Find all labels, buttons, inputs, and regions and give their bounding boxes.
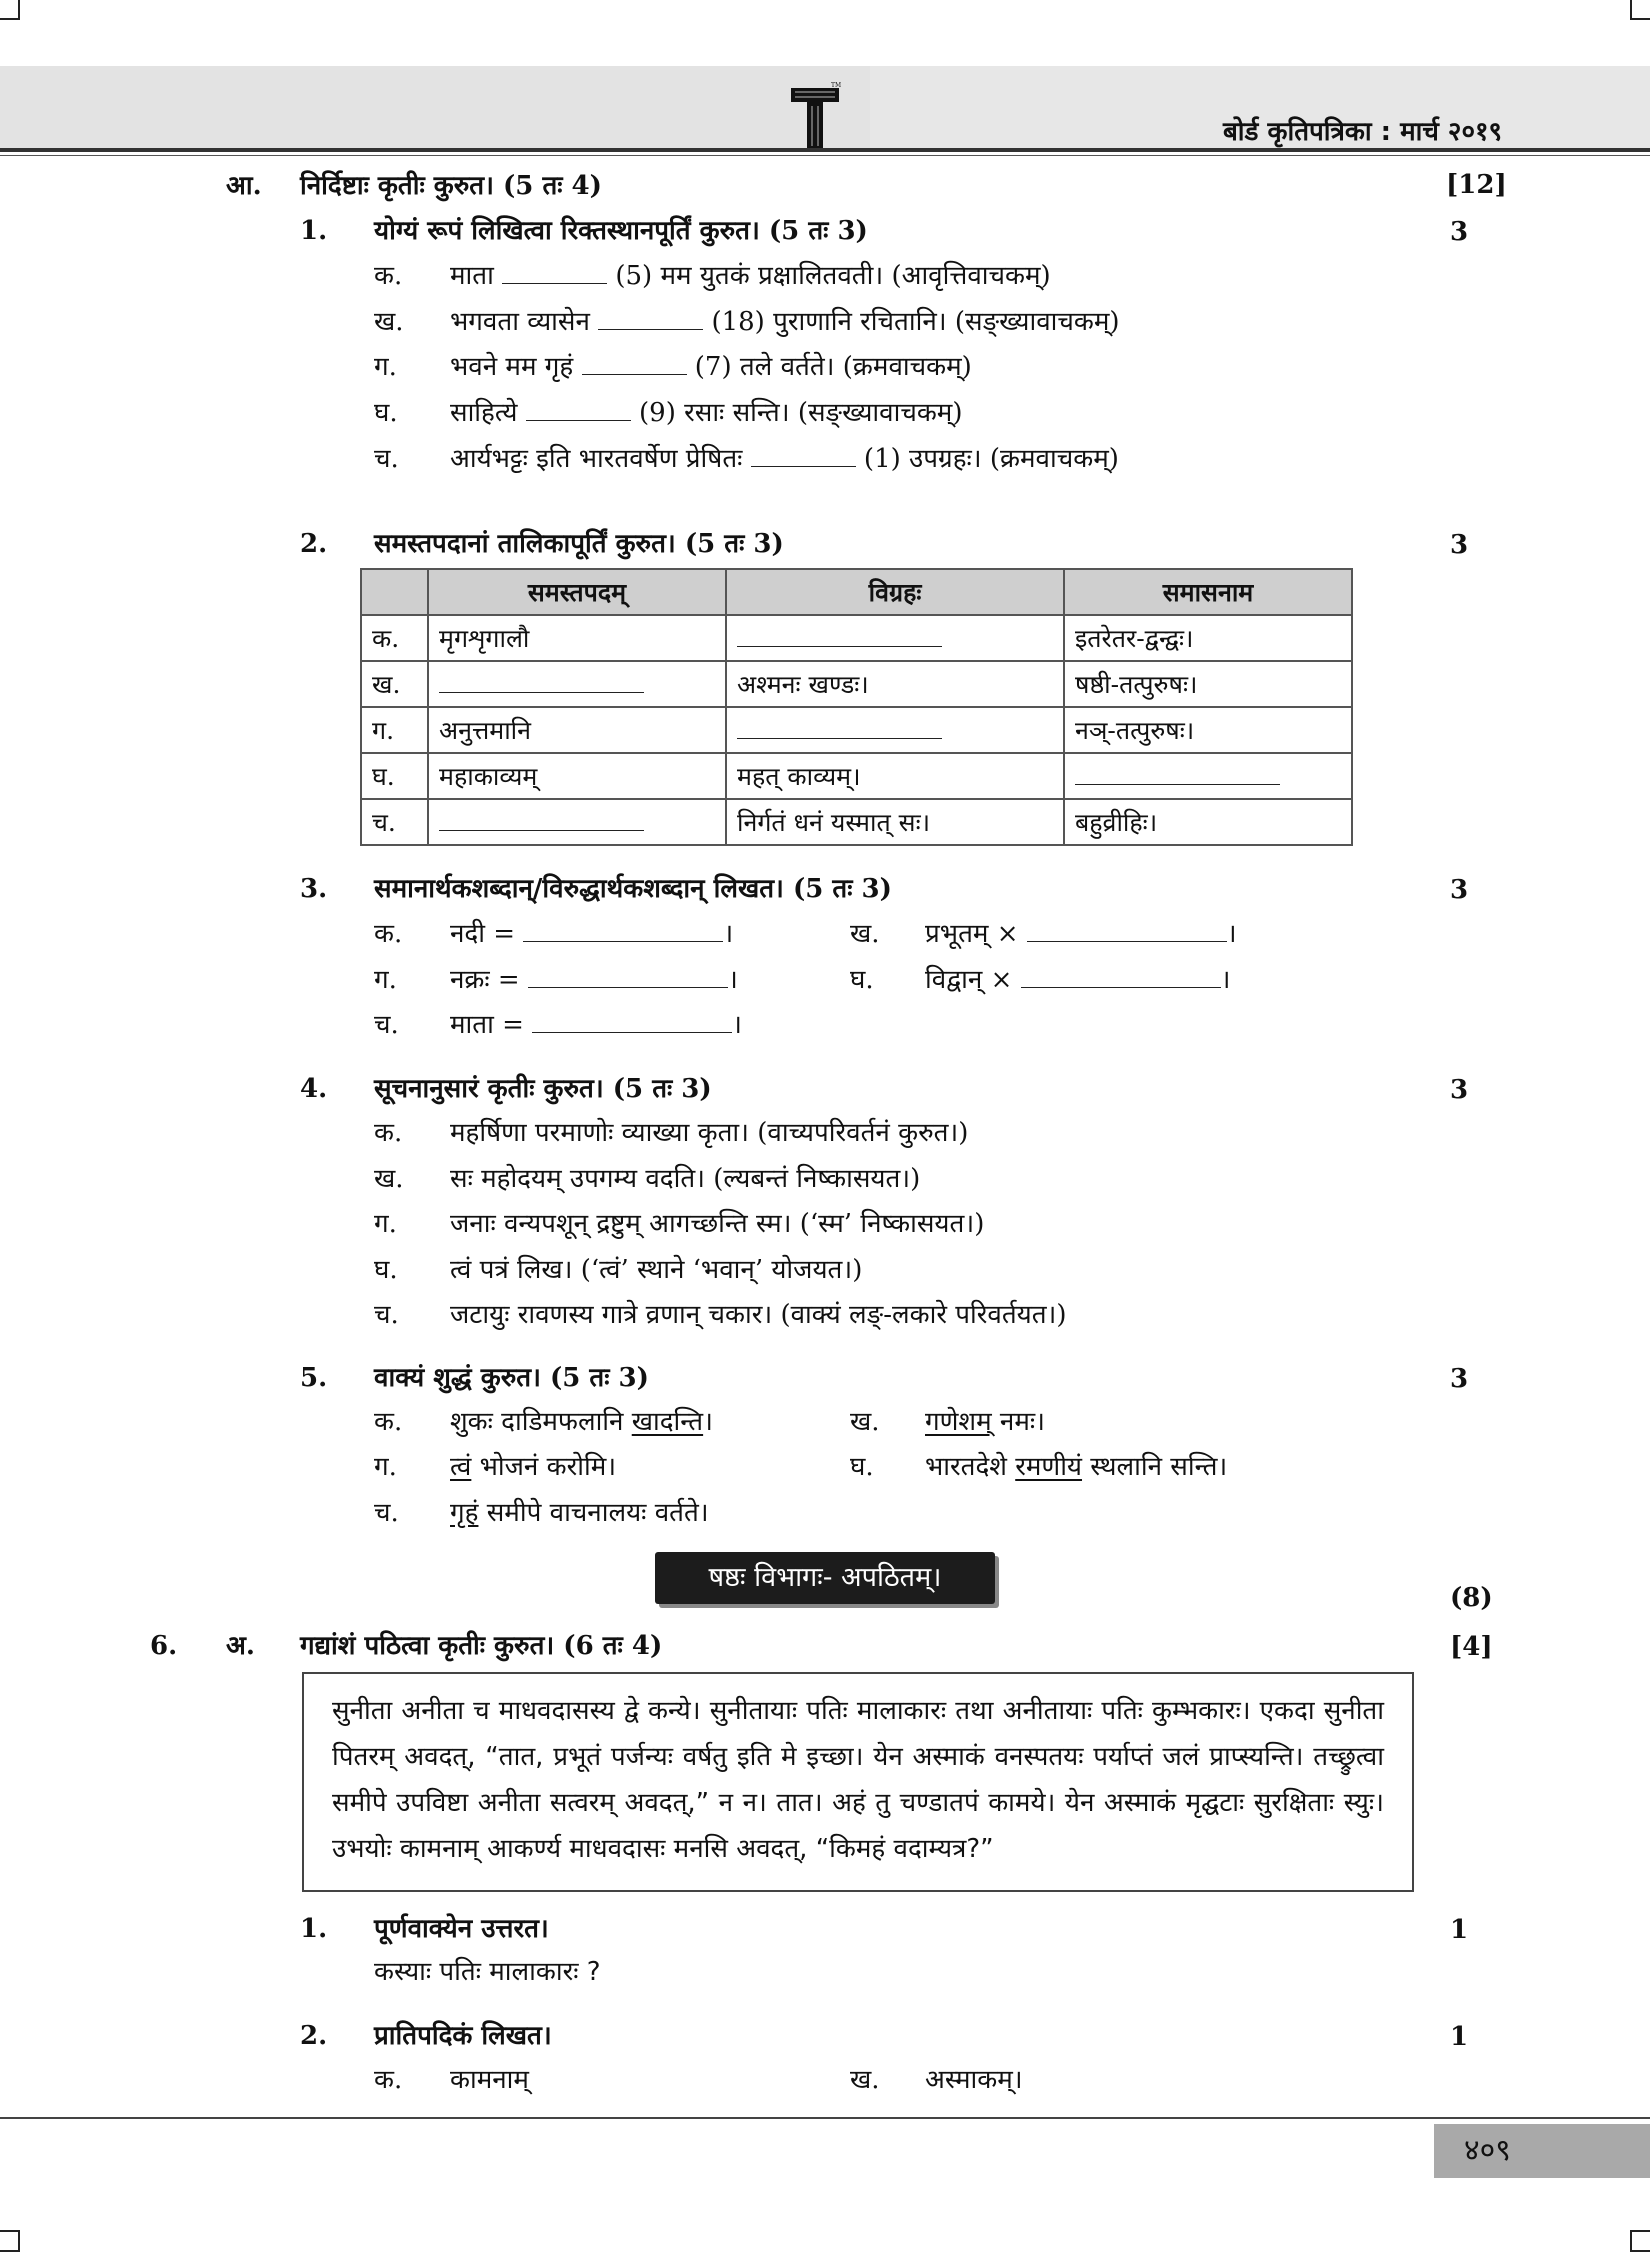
item-label: ग.: [374, 352, 397, 382]
row-label: च.: [361, 799, 428, 845]
danda: ।: [1220, 965, 1231, 995]
question-heading: समानार्थकशब्दान्/विरुद्धार्थकशब्दान् लिखत। (5 तः 3): [374, 874, 892, 904]
word-item: [450, 918, 733, 950]
answer-blank: [737, 716, 942, 739]
item-text: (7) तले वर्तते। (क्रमवाचकम्): [694, 352, 972, 382]
question-heading: प्रातिपदिकं लिखत।: [374, 2021, 552, 2051]
item-text: जटायुः रावणस्य गात्रे व्रणान् चकार। (वाक्यं लङ्-लकारे परिवर्तयत।): [450, 1300, 1067, 1330]
item-label: ख.: [374, 1164, 404, 1194]
table-cell: [428, 661, 726, 707]
underlined-word: गृहं: [450, 1498, 479, 1528]
danda: ।: [732, 1010, 743, 1040]
item-label: च.: [374, 1300, 399, 1330]
item-text: आर्यभट्टः इति भारतवर्षेण प्रेषितः: [450, 444, 743, 474]
table-cell: [428, 799, 726, 845]
danda: ।: [1226, 919, 1237, 949]
answer-blank: [1075, 762, 1280, 785]
footer-rule: [0, 2117, 1650, 2119]
correction-item: [450, 1497, 709, 1529]
table-header-cell: समासनाम: [1064, 569, 1352, 615]
table-cell: [1064, 753, 1352, 799]
answer-blank: [1021, 965, 1221, 988]
table-row: [361, 615, 1352, 661]
page-number: ४०९: [1434, 2124, 1650, 2178]
underlined-word: रमणीयं: [1015, 1452, 1083, 1482]
item-label: च.: [374, 1498, 399, 1528]
item-label: क.: [374, 261, 403, 291]
item-text: साहित्ये: [450, 398, 518, 428]
question-marks: 1: [1450, 1915, 1469, 1945]
answer-blank: [532, 1010, 732, 1033]
table-header-cell: विग्रहः: [726, 569, 1064, 615]
table-cell: [726, 707, 1064, 753]
answer-blank: [737, 624, 942, 647]
question-marks: [4]: [1450, 1632, 1493, 1662]
svg-text:TM: TM: [831, 82, 841, 89]
question-heading: सूचनानुसारं कृतीः कुरुत। (5 तः 3): [374, 1074, 712, 1104]
answer-blank: [1027, 919, 1227, 942]
question-marks: 3: [1450, 1364, 1469, 1394]
item-text: त्वं पत्रं लिख। (‘त्वं’ स्थाने ‘भवान्’ योजयत।): [450, 1255, 863, 1285]
section-banner: षष्ठः विभागः- अपठितम्।: [655, 1552, 995, 1604]
table-cell: षष्ठी-तत्पुरुषः।: [1064, 661, 1352, 707]
fill-blank-item: [450, 443, 1119, 475]
section-label: आ.: [226, 171, 262, 201]
item-text: भारतदेशे: [925, 1452, 1016, 1482]
underlined-word: खादन्ति: [631, 1407, 704, 1437]
item-label: ख.: [374, 307, 404, 337]
table-cell: बहुव्रीहिः।: [1064, 799, 1352, 845]
table-cell: नञ्-तत्पुरुषः।: [1064, 707, 1352, 753]
table-cell: महाकाव्यम्: [428, 753, 726, 799]
header-rule: [0, 155, 1650, 156]
danda: ।: [727, 965, 738, 995]
answer-blank: [439, 670, 644, 693]
word-item: [925, 918, 1237, 950]
question-number: 3.: [300, 874, 328, 904]
item-label: क.: [374, 919, 403, 949]
question-marks: 3: [1450, 1075, 1469, 1105]
item-label: घ.: [850, 965, 874, 995]
table-row: [361, 661, 1352, 707]
table-cell: निर्गतं धनं यस्मात् सः।: [726, 799, 1064, 845]
item-text: भोजनं करोमि।: [471, 1452, 617, 1482]
section-marks: [12]: [1446, 170, 1507, 200]
item-label: ख.: [850, 1407, 880, 1437]
fill-blank-item: [450, 351, 972, 383]
relation-sign: ×: [996, 919, 1019, 949]
item-label: घ.: [374, 1255, 398, 1285]
item-text: (9) रसाः सन्ति। (सङ्ख्यावाचकम्): [639, 398, 963, 428]
fill-blank-item: [450, 306, 1120, 338]
section-heading: निर्दिष्टाः कृतीः कुरुत। (5 तः 4): [300, 171, 602, 201]
question-text: कस्याः पतिः मालाकारः ?: [374, 1957, 601, 1987]
row-label: ख.: [361, 661, 428, 707]
row-label: ग.: [361, 707, 428, 753]
item-label: ग.: [374, 965, 397, 995]
item-word: विद्वान्: [925, 965, 983, 995]
table-cell: अश्मनः खण्डः।: [726, 661, 1064, 707]
item-text: नमः।: [991, 1407, 1046, 1437]
table-header-cell: [361, 569, 428, 615]
question-heading: पूर्णवाक्येन उत्तरत।: [374, 1914, 549, 1944]
table-row: [361, 707, 1352, 753]
relation-sign: ×: [990, 965, 1013, 995]
item-word: प्रभूतम्: [925, 919, 989, 949]
registration-mark: [1630, 0, 1650, 20]
correction-item: [450, 1451, 616, 1483]
correction-item: [450, 1406, 713, 1438]
correction-item: [925, 1406, 1045, 1438]
question-number: 1.: [300, 1914, 328, 1944]
header-rule: [0, 148, 1650, 152]
table-cell: महत् काव्यम्।: [726, 753, 1064, 799]
item-text: महर्षिणा परमाणोः व्याख्या कृता। (वाच्यपरिवर्तनं कुरुत।): [450, 1118, 969, 1148]
item-label: घ.: [374, 398, 398, 428]
item-label: क.: [374, 1118, 403, 1148]
question-heading: गद्यांशं पठित्वा कृतीः कुरुत। (6 तः 4): [300, 1631, 663, 1661]
question-marks: 1: [1450, 2022, 1469, 2052]
word-item: [925, 964, 1231, 996]
answer-blank: [526, 398, 631, 421]
item-text: ।: [703, 1407, 713, 1437]
question-heading: योग्यं रूपं लिखित्वा रिक्तस्थानपूर्तिं कुरुत। (5 तः 3): [374, 216, 868, 246]
item-label: च.: [374, 444, 399, 474]
table-row: [361, 753, 1352, 799]
question-number: 2.: [300, 2021, 328, 2051]
item-text: अस्माकम्।: [925, 2065, 1023, 2095]
item-text: (18) पुराणानि रचितानि। (सङ्ख्यावाचकम्): [711, 307, 1120, 337]
section-label: अ.: [226, 1631, 255, 1661]
compound-words-table: [360, 568, 1353, 846]
registration-mark: [0, 0, 20, 20]
item-text: कामनाम्: [450, 2065, 529, 2095]
item-text: जनाः वन्यपशून् द्रष्टुम् आगच्छन्ति स्म। (‘स्म’ निष्कासयत।): [450, 1209, 985, 1239]
table-row: [361, 799, 1352, 845]
relation-sign: =: [493, 919, 516, 949]
answer-blank: [523, 919, 723, 942]
item-label: ख.: [850, 2065, 880, 2095]
item-text: शुकः दाडिमफलानि: [450, 1407, 632, 1437]
question-number: 4.: [300, 1074, 328, 1104]
item-text: स्थलानि सन्ति।: [1082, 1452, 1228, 1482]
question-number: 6.: [150, 1631, 178, 1661]
question-marks: 3: [1450, 217, 1469, 247]
table-cell: अनुत्तमानि: [428, 707, 726, 753]
registration-mark: [1630, 2230, 1650, 2252]
word-item: [450, 1009, 742, 1041]
item-text: माता: [450, 261, 494, 291]
answer-blank: [582, 352, 687, 375]
underlined-word: गणेशम्: [925, 1407, 992, 1437]
item-label: ख.: [850, 919, 880, 949]
question-number: 5.: [300, 1363, 328, 1393]
item-label: ग.: [374, 1452, 397, 1482]
question-number: 2.: [300, 529, 328, 559]
item-text: (1) उपग्रहः। (क्रमवाचकम्): [863, 444, 1119, 474]
item-label: च.: [374, 1010, 399, 1040]
table-header-row: [361, 569, 1352, 615]
table-cell: [726, 615, 1064, 661]
question-marks: 3: [1450, 875, 1469, 905]
item-label: ग.: [374, 1209, 397, 1239]
item-label: घ.: [850, 1452, 874, 1482]
item-word: नक्रः: [450, 965, 490, 995]
section-marks: (8): [1450, 1583, 1493, 1613]
fill-blank-item: [450, 260, 1051, 292]
answer-blank: [439, 808, 644, 831]
question-heading: समस्तपदानां तालिकापूर्तिं कुरुत। (5 तः 3): [374, 529, 784, 559]
table-cell: मृगशृगालौ: [428, 615, 726, 661]
reading-passage: सुनीता अनीता च माधवदासस्य द्वे कन्ये। सुनीतायाः पतिः मालाकारः तथा अनीतायाः पतिः कुम्भकारः। एकदा सुनीता पितरम् अवदत्, “तात, प्रभूतं पर्जन्यः वर्षतु इति मे इच्छा। येन अस्माकं वनस्पतयः पर्याप्तं जलं प्राप्स्यन्ति। तच्छ्रुत्वा समीपे उपविष्टा अनीता सत्वरम् अवदत्,” न न। तात। अहं तु चण्डातपं कामये। येन अस्माकं मृद्घटाः सुरक्षिताः स्युः। उभयोः कामनाम् आकर्ण्य माधवदासः मनसि अवदत्, “किमहं वदाम्यत्र?”: [302, 1672, 1414, 1892]
item-label: क.: [374, 1407, 403, 1437]
danda: ।: [723, 919, 734, 949]
item-label: क.: [374, 2065, 403, 2095]
question-number: 1.: [300, 216, 328, 246]
question-heading: वाक्यं शुद्धं कुरुत। (5 तः 3): [374, 1363, 649, 1393]
item-text: भगवता व्यासेन: [450, 307, 590, 337]
item-word: माता: [450, 1010, 494, 1040]
relation-sign: =: [502, 1010, 524, 1040]
registration-mark: [0, 2230, 20, 2252]
question-marks: 3: [1450, 530, 1469, 560]
table-cell: इतरेतर-द्वन्द्वः।: [1064, 615, 1352, 661]
item-word: नदी: [450, 919, 485, 949]
item-text: भवने मम गृहं: [450, 352, 574, 382]
row-label: क.: [361, 615, 428, 661]
answer-blank: [502, 261, 607, 284]
table-header-cell: समस्तपदम्: [428, 569, 726, 615]
row-label: घ.: [361, 753, 428, 799]
item-text: सः महोदयम् उपगम्य वदति। (ल्यबन्तं निष्कासयत।): [450, 1164, 921, 1194]
publisher-logo-icon: [789, 82, 841, 148]
answer-blank: [528, 965, 728, 988]
answer-blank: [598, 307, 703, 330]
item-text: (5) मम युतकं प्रक्षालितवती। (आवृत्तिवाचकम्): [615, 261, 1051, 291]
word-item: [450, 964, 738, 996]
header-title: बोर्ड कृतिपत्रिका : मार्च २०१९: [1222, 117, 1502, 147]
correction-item: [925, 1451, 1227, 1483]
answer-blank: [751, 444, 856, 467]
relation-sign: =: [497, 965, 520, 995]
underlined-word: त्वं: [450, 1452, 472, 1482]
item-text: समीपे वाचनालयः वर्तते।: [478, 1498, 709, 1528]
fill-blank-item: [450, 397, 963, 429]
